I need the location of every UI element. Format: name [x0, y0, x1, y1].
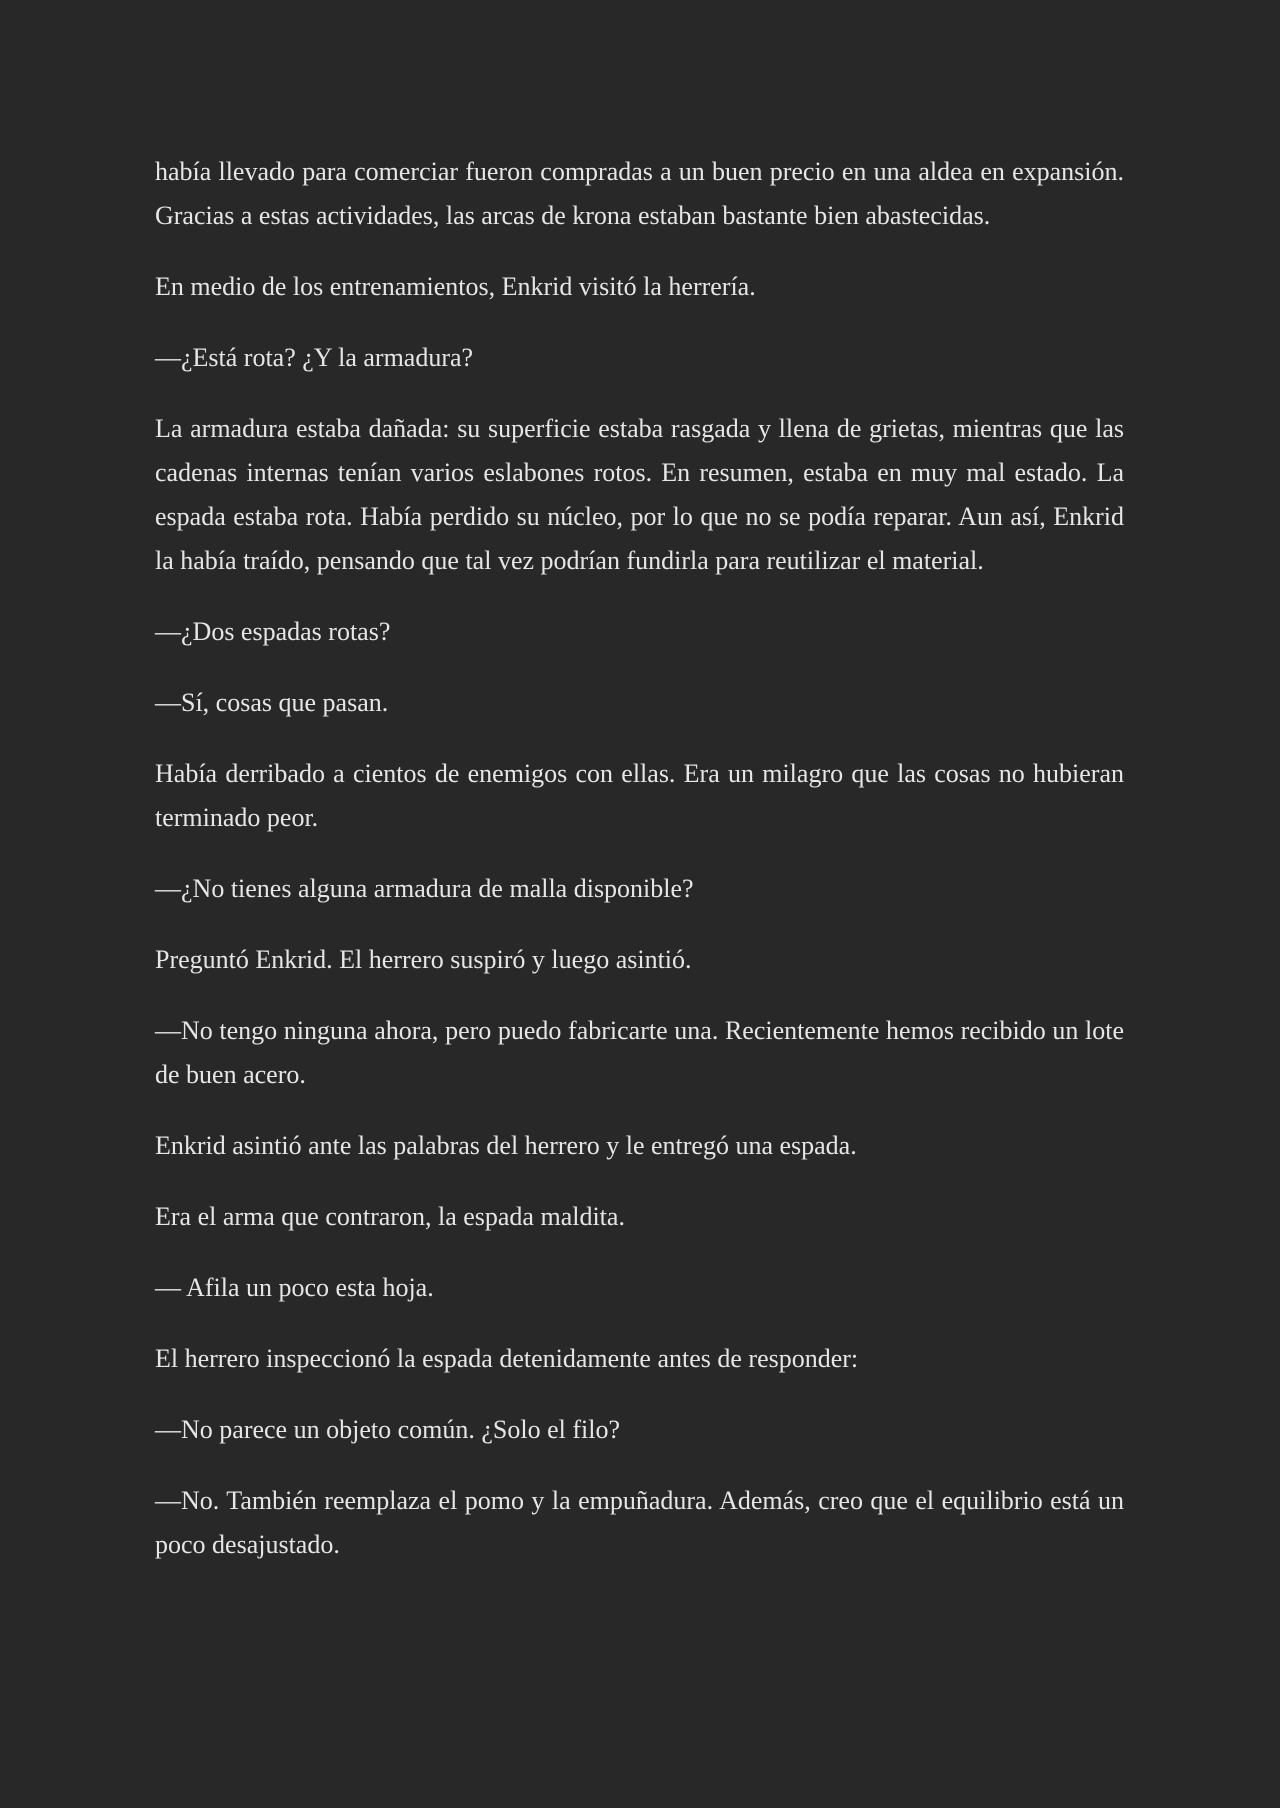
- paragraph: — Afila un poco esta hoja.: [155, 1273, 434, 1302]
- paragraph: —Sí, cosas que pasan.: [155, 688, 389, 717]
- paragraph: —¿No tienes alguna armadura de malla disponible?: [155, 874, 694, 903]
- paragraph: —¿Dos espadas rotas?: [155, 617, 391, 646]
- paragraph: —¿Está rota? ¿Y la armadura?: [155, 343, 474, 372]
- paragraph: había llevado para comerciar fueron compradas a un buen precio en una aldea en expansión. Gracias a estas actividades, las arcas de krona estaban bastante bien abastecidas.: [155, 157, 1124, 230]
- paragraph: —No. También reemplaza el pomo y la empuñadura. Además, creo que el equilibrio está un poco desajustado.: [155, 1486, 1124, 1559]
- paragraph: En medio de los entrenamientos, Enkrid visitó la herrería.: [155, 272, 756, 301]
- paragraph: Enkrid asintió ante las palabras del herrero y le entregó una espada.: [155, 1131, 857, 1160]
- paragraph: —No tengo ninguna ahora, pero puedo fabricarte una. Recientemente hemos recibido un lote de buen acero.: [155, 1016, 1124, 1089]
- paragraph: —No parece un objeto común. ¿Solo el filo?: [155, 1415, 620, 1444]
- paragraph: Había derribado a cientos de enemigos con ellas. Era un milagro que las cosas no hubieran terminado peor.: [155, 759, 1124, 832]
- paragraph: Era el arma que contraron, la espada maldita.: [155, 1202, 625, 1231]
- paragraph: Preguntó Enkrid. El herrero suspiró y luego asintió.: [155, 945, 692, 974]
- paragraph: El herrero inspeccionó la espada detenidamente antes de responder:: [155, 1344, 859, 1373]
- paragraph: La armadura estaba dañada: su superficie estaba rasgada y llena de grietas, mientras que las cadenas internas tenían varios eslabones rotos. En resumen, estaba en muy mal estado. La espada estaba rota. Había perdido su núcleo, por lo que no se podía reparar. Aun así, Enkrid la había traído, pensando que tal vez podrían fundirla para reutilizar el material.: [155, 414, 1124, 575]
